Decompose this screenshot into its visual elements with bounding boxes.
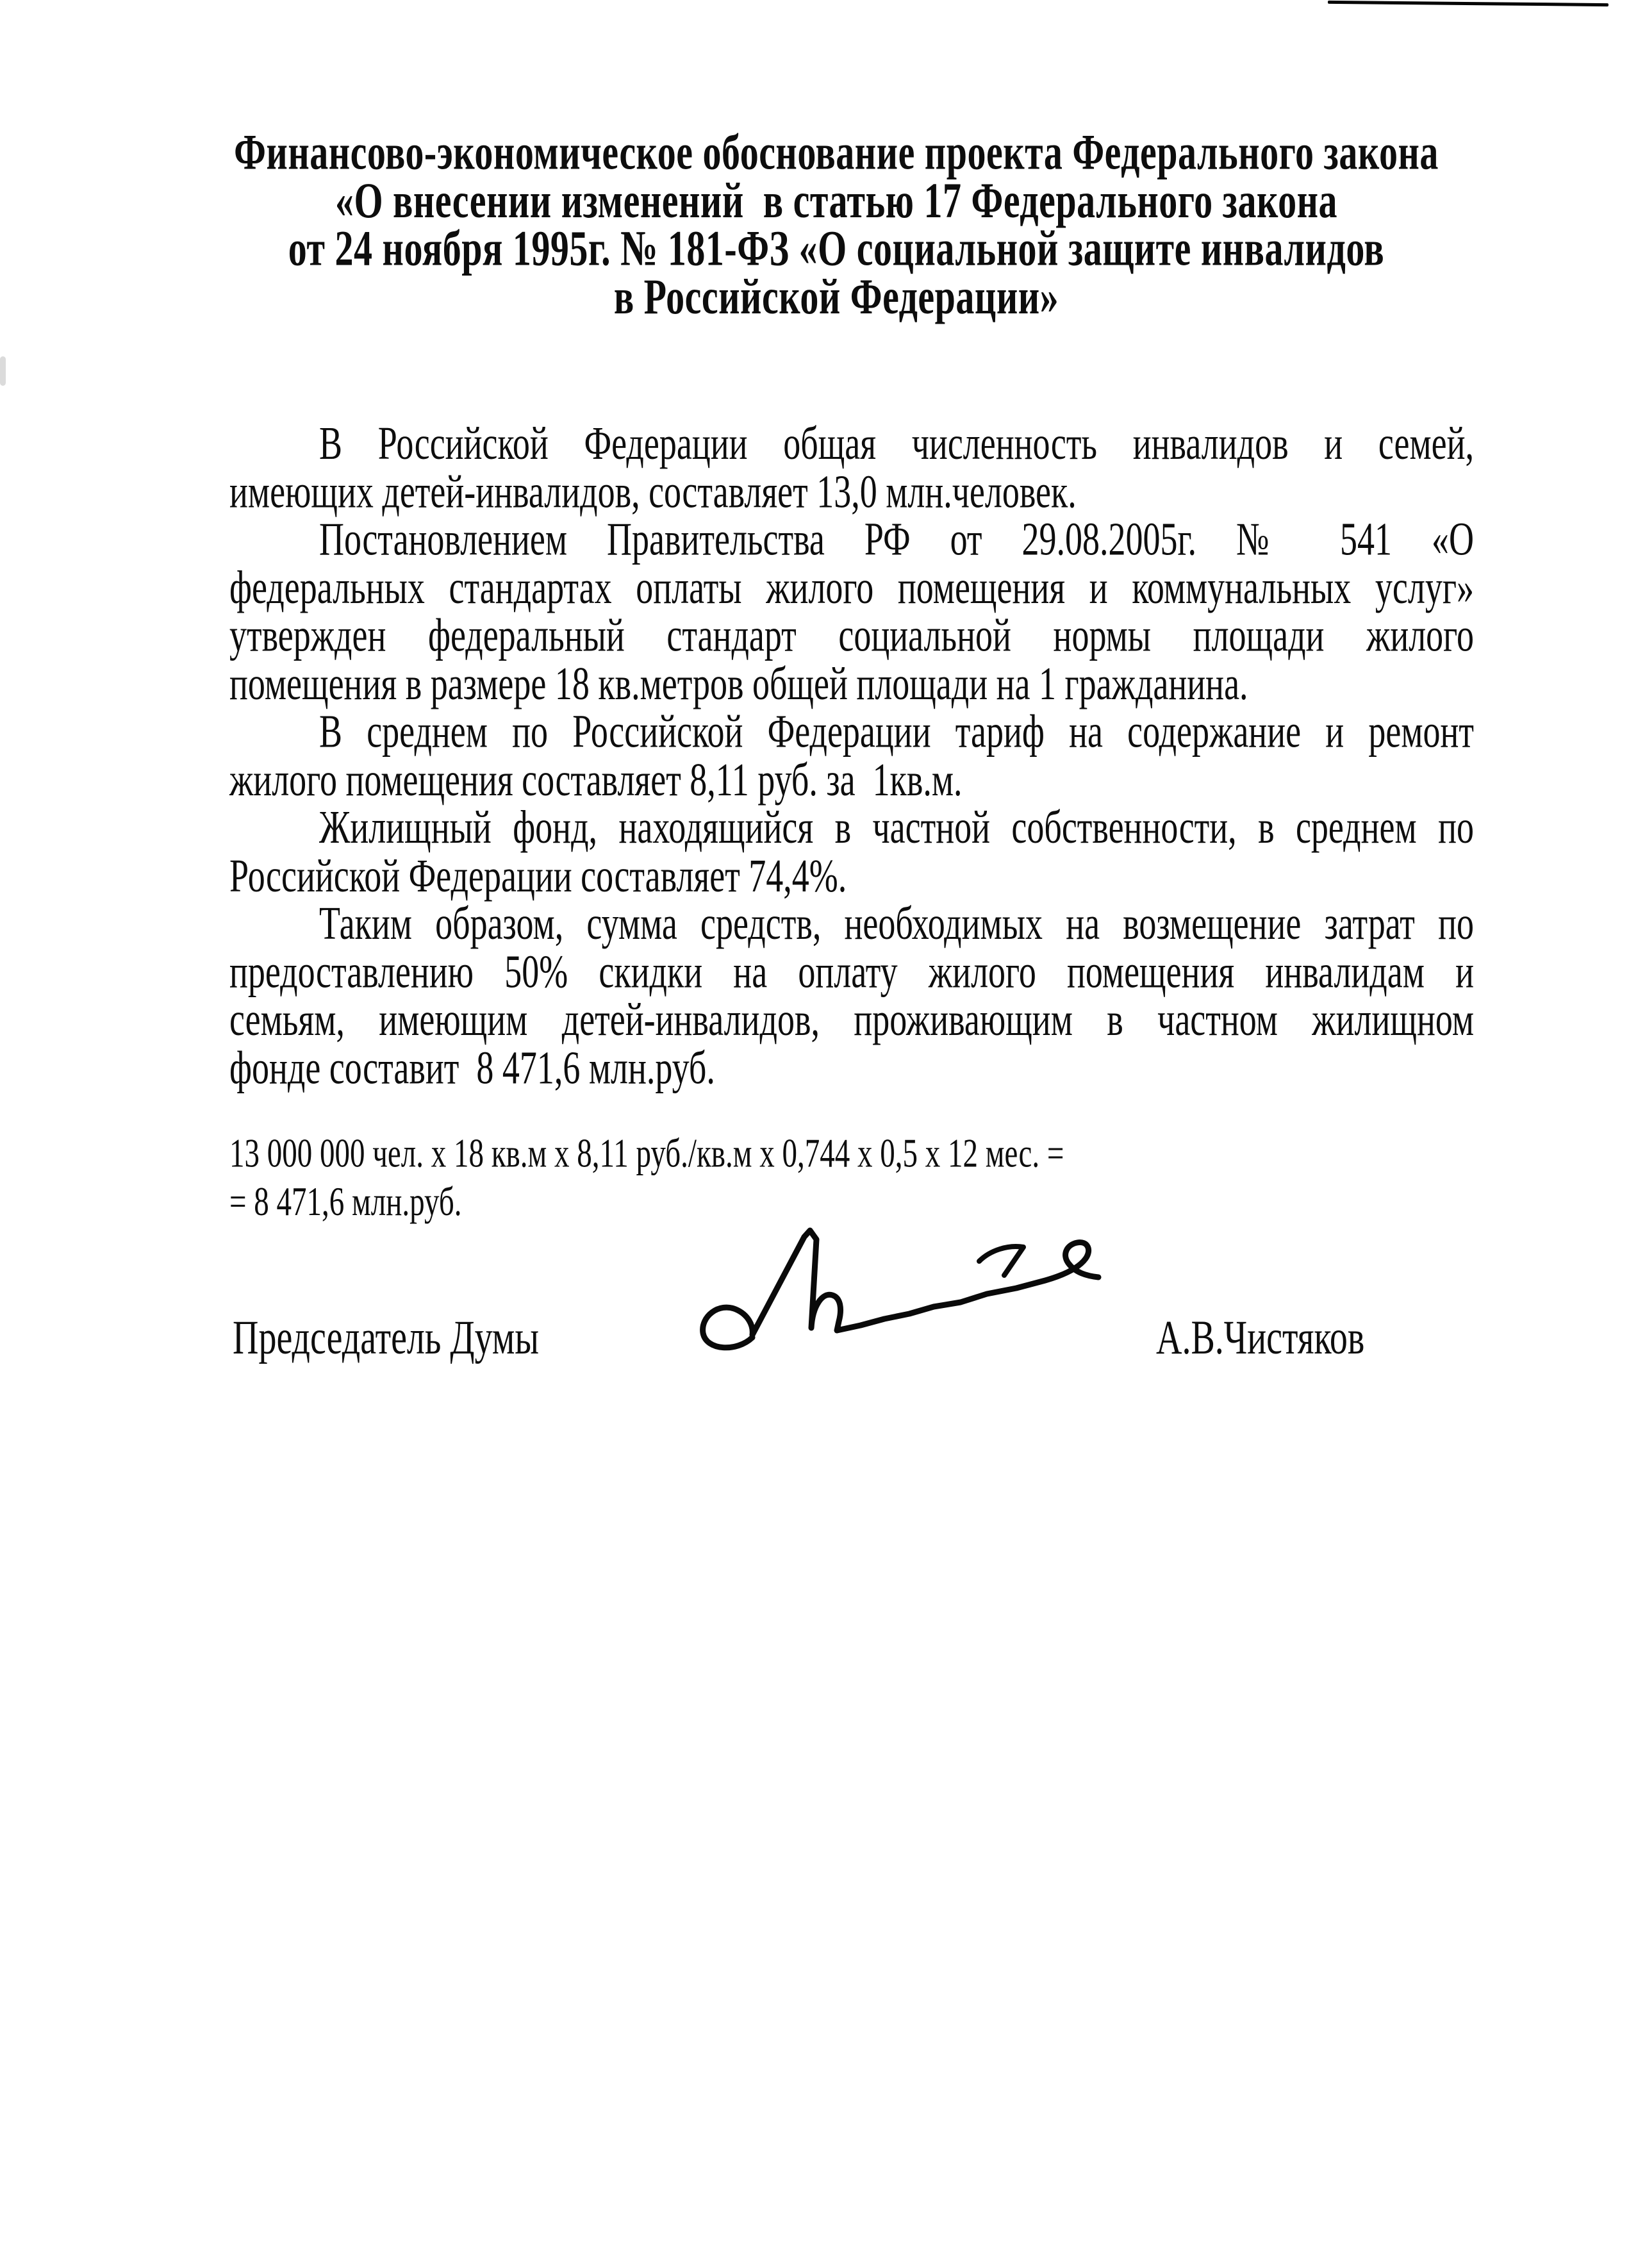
formula-line: 13 000 000 чел. х 18 кв.м х 8,11 руб./кв.м х 0,744 х 0,5 х 12 мес. = — [229, 1131, 1064, 1177]
document-body — [229, 417, 1474, 1093]
title-line: от 24 ноября 1995г. № 181-ФЗ «О социальной защите инвалидов — [288, 220, 1385, 276]
paragraph-line: В Российской Федерации общая численность инвалидов и семей, — [319, 417, 1474, 469]
title-line: Финансово-экономическое обоснование проекта Федерального закона — [234, 124, 1439, 180]
title-line: «О внесении изменений в статью 17 Федерального закона — [335, 172, 1338, 228]
title-line: в Российской Федерации» — [613, 268, 1059, 324]
paragraph-line: В среднем по Российской Федерации тариф на содержание и ремонт — [319, 705, 1474, 757]
paragraph-line: имеющих детей-инвалидов, составляет 13,0 млн.человек. — [229, 465, 1077, 517]
paragraph-line: утвержден федеральный стандарт социальной нормы площади жилого — [229, 609, 1474, 661]
formula-line: = 8 471,6 млн.руб. — [229, 1179, 462, 1225]
paragraph-line: Постановлением Правительства РФ от 29.08.2005г. № 541 «О — [319, 513, 1474, 565]
paragraph-line: семьям, имеющим детей-инвалидов, проживающим в частном жилищном — [229, 993, 1474, 1046]
paragraph — [229, 801, 1474, 902]
signature-scribble — [691, 1206, 1106, 1359]
paragraph-line: Жилищный фонд, находящийся в частной собственности, в среднем по — [319, 801, 1474, 854]
paragraph — [229, 513, 1474, 709]
document-title — [131, 124, 1541, 324]
signatory-title: Председатель Думы — [233, 1311, 539, 1365]
paragraph-line: Таким образом, сумма средств, необходимых на возмещение затрат по — [319, 897, 1474, 950]
paragraph-line: фонде составит 8 471,6 млн.руб. — [229, 1041, 715, 1093]
signatory-name: А.В.Чистяков — [1156, 1311, 1365, 1365]
paragraph — [229, 897, 1474, 1093]
paragraph-line: предоставлению 50% скидки на оплату жилого помещения инвалидам и — [229, 945, 1474, 998]
paragraph — [229, 417, 1474, 517]
scan-artifact-line — [1328, 1, 1608, 6]
paragraph-line: федеральных стандартах оплаты жилого помещения и коммунальных услуг» — [229, 561, 1474, 613]
scan-smudge — [0, 356, 6, 386]
paragraph-line: жилого помещения составляет 8,11 руб. за 1кв.м. — [229, 753, 963, 806]
paragraph-line: помещения в размере 18 кв.метров общей площади на 1 гражданина. — [229, 657, 1248, 709]
paragraph — [229, 705, 1474, 806]
paragraph-line: Российской Федерации составляет 74,4%. — [229, 849, 847, 902]
